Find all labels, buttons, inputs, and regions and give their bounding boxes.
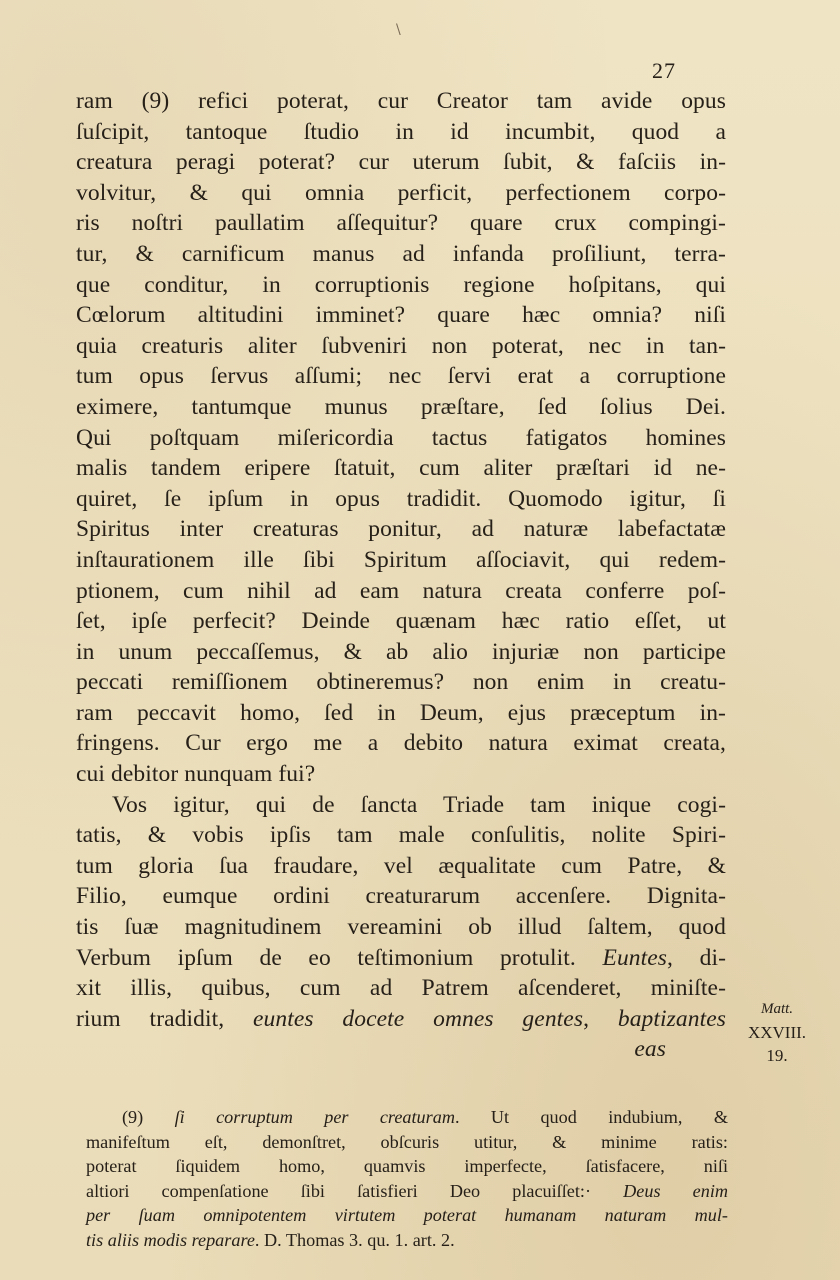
footnote-marker: (9) bbox=[122, 1107, 175, 1127]
text-line: volvitur, & qui omnia perficit, perfectionem corpo- bbox=[76, 179, 726, 206]
line-text: altiori compenſatione ſibi ſatisfieri Deo placuiſſet:· bbox=[86, 1180, 624, 1201]
paragraph-line: Vos igitur, qui de ſancta Triade tam inique cogi- bbox=[112, 791, 726, 818]
line-text: rium tradidit, bbox=[76, 1005, 253, 1032]
paragraph-line bbox=[76, 943, 726, 974]
margin-reference-chapter: XXVIII. bbox=[747, 1023, 807, 1042]
footnote-line bbox=[86, 1105, 728, 1130]
line-text: . D. Thomas 3. qu. 1. art. 2. bbox=[254, 1229, 455, 1250]
margin-reference bbox=[732, 998, 822, 1067]
paragraph-line: tum gloria ſua fraudare, vel æqualitate cum Patre, & bbox=[76, 852, 726, 879]
line-text: . Ut quod indubium, & bbox=[454, 1107, 728, 1127]
text-line: tur, & carnificum manus ad infanda proſiliunt, terra- bbox=[76, 240, 726, 267]
text-line: eximere, tantumque munus præſtare, ſed ſolius Dei. bbox=[76, 393, 726, 420]
text-line: quia creaturis aliter ſubveniri non poterat, nec in tan- bbox=[76, 332, 726, 359]
paragraph-line: tatis, & vobis ipſis tam male conſulitis, nolite Spiri- bbox=[76, 822, 726, 849]
paragraph-line: Filio, eumque ordini creaturarum accenſere. Dignita- bbox=[76, 883, 726, 910]
text-line: ſuſcipit, tantoque ſtudio in id incumbit, quod a bbox=[76, 118, 726, 145]
text-line: cui debitor nunquam fui? bbox=[76, 761, 316, 788]
italic-quote: Euntes bbox=[602, 944, 668, 971]
margin-reference-verse: 19. bbox=[766, 1046, 788, 1065]
text-line: malis tandem eripere ſtatuit, cum aliter præſtari id ne- bbox=[76, 455, 726, 482]
text-line: tum opus ſervus aſſumi; nec ſervi erat a corruptione bbox=[76, 363, 726, 390]
text-line: ram (9) refici poterat, cur Creator tam avide opus bbox=[76, 88, 726, 114]
paragraph-line: xit illis, quibus, cum ad Patrem aſcenderet, miniſte- bbox=[76, 975, 726, 1002]
italic-quote: euntes docete omnes gentes bbox=[253, 1005, 584, 1032]
footnote bbox=[86, 1105, 728, 1253]
text-line: fringens. Cur ergo me a debito natura eximat creata, bbox=[76, 730, 726, 757]
text-line: ſet, ipſe perfecit? Deinde quænam hæc ratio eſſet, ut bbox=[76, 608, 726, 635]
footnote-line bbox=[86, 1179, 728, 1204]
text-line: Cœlorum altitudini imminet? quare hæc omnia? niſi bbox=[76, 302, 726, 329]
page-number: 27 bbox=[652, 58, 676, 83]
text-line: ris noſtri paullatim aſſequitur? quare crux compingi- bbox=[76, 210, 726, 237]
text-line: que conditur, in corruptionis regione hoſpitans, qui bbox=[76, 271, 726, 298]
text-line: ram peccavit homo, ſed in Deum, ejus præceptum in- bbox=[76, 699, 726, 726]
stray-mark: \ bbox=[396, 22, 401, 38]
text-line: Spiritus inter creaturas ponitur, ad naturæ labefactatæ bbox=[76, 516, 726, 543]
footnote-line bbox=[86, 1228, 728, 1253]
italic-quote: baptizantes bbox=[617, 1005, 727, 1032]
text-line: peccati remiſſionem obtineremus? non enim in creatu- bbox=[76, 669, 726, 696]
footnote-line: poterat ſiquidem homo, quamvis imperfecte, ſatisfacere, niſi bbox=[86, 1156, 728, 1177]
footnote-line: manifeſtum eſt, demonſtret, obſcuris utitur, & minime ratis: bbox=[86, 1131, 728, 1152]
main-text-block bbox=[76, 86, 726, 1065]
line-text: Verbum ipſum de eo teſtimonium protulit. bbox=[76, 944, 603, 971]
text-line: creatura peragi poterat? cur uterum ſubit, & faſciis in- bbox=[76, 149, 726, 176]
text-line: quiret, ſe ipſum in opus tradidit. Quomodo igitur, ſi bbox=[76, 485, 726, 512]
text-line: in unum peccaſſemus, & ab alio injuriæ non participe bbox=[76, 638, 726, 665]
paragraph-line: tis ſuæ magnitudinem vereamini ob illud ſaltem, quod bbox=[76, 914, 726, 941]
footnote-lemma: ſi corruptum per creaturam bbox=[174, 1107, 455, 1127]
text-line: inſtaurationem ille ſibi Spiritum aſſociavit, qui redem- bbox=[76, 546, 726, 573]
text-line: ptionem, cum nihil ad eam natura creata conferre poſ- bbox=[76, 577, 726, 604]
line-text: , di- bbox=[667, 944, 726, 971]
line-text: , bbox=[583, 1005, 618, 1032]
footnote-line: per ſuam omnipotentem virtutem poterat humanam naturam mul- bbox=[86, 1205, 728, 1226]
italic-quote: Deus enim bbox=[623, 1180, 729, 1201]
paragraph-line bbox=[76, 1004, 726, 1035]
italic-quote: tis aliis modis reparare bbox=[86, 1229, 255, 1250]
text-line: Qui poſtquam miſericordia tactus fatigatos homines bbox=[76, 424, 726, 451]
catchword: eas bbox=[634, 1036, 666, 1063]
margin-reference-book: Matt. bbox=[760, 1001, 794, 1017]
